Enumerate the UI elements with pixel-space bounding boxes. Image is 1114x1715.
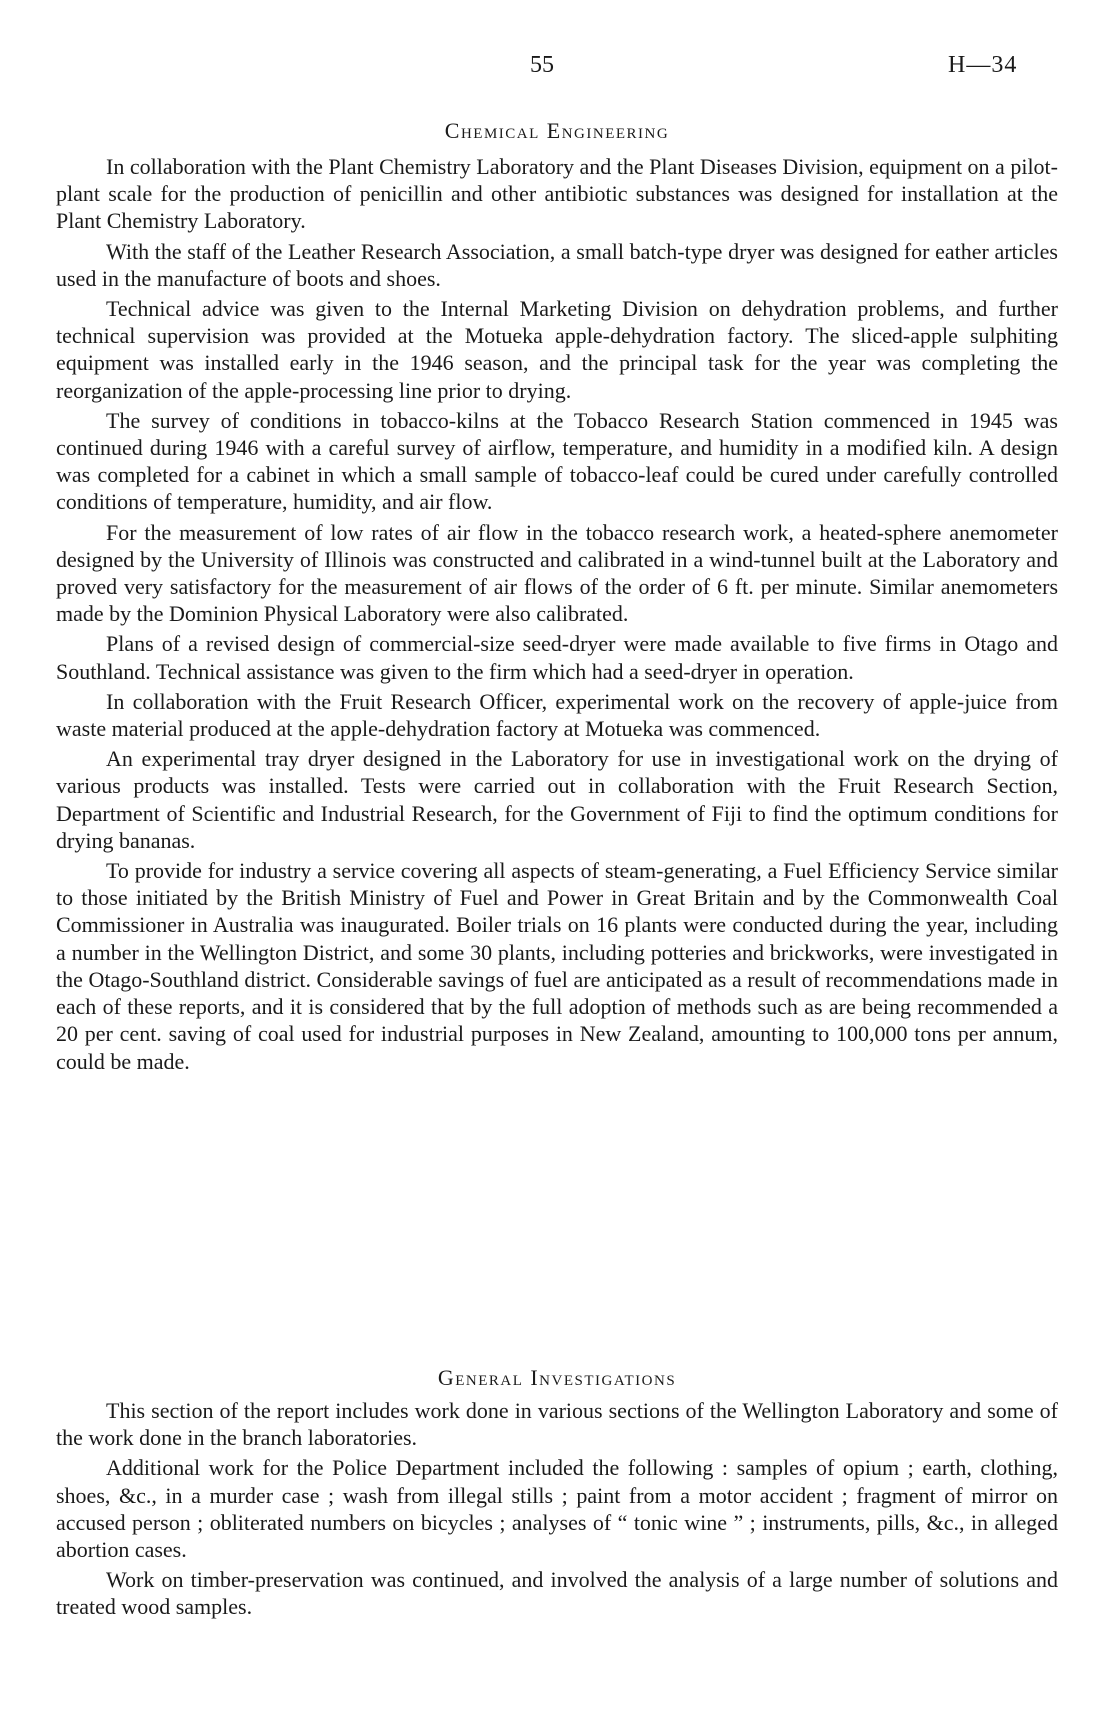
- general-investigations-body: [56, 1397, 1058, 1624]
- paragraph: To provide for industry a service covering all aspects of steam-generating, a Fuel Efficiency Service similar to those initiated by the British Ministry of Fuel and Power in Great Britain and by the Commonwealth Coal Commissioner in Australia was inaugurated. Boiler trials on 16 plants were conducted during the year, including a number in the Wellington District, and some 30 plants, including potteries and brickworks, were investigated in the Otago-Southland district. Considerable savings of fuel are anticipated as a result of recommendations made in each of these reports, and it is considered that by the full adoption of methods such as are being recommended a 20 per cent. saving of coal used for industrial purposes in New Zealand, amounting to 100,000 tons per annum, could be made.: [56, 858, 1058, 1074]
- paragraph: The survey of conditions in tobacco-kilns at the Tobacco Research Station commenced in 1945 was continued during 1946 with a careful survey of airflow, temperature, and humidity in a modified kiln. A design was completed for a cabinet in which a small sample of tobacco-leaf could be cured under carefully controlled conditions of temperature, humidity, and air flow.: [56, 407, 1058, 515]
- section-heading-chemical-engineering: Chemical Engineering: [444, 118, 670, 143]
- paragraph: Work on timber-preservation was continued, and involved the analysis of a large number of solutions and treated wood samples.: [56, 1567, 1058, 1620]
- paragraph: An experimental tray dryer designed in the Laboratory for use in investigational work on the drying of various products was installed. Tests were carried out in collaboration with the Fruit Research Section, Department of Scientific and Industrial Research, for the Government of Fiji to find the optimum conditions for drying bananas.: [56, 746, 1058, 853]
- paragraph: In collaboration with the Fruit Research Officer, experimental work on the recovery of apple-juice from waste material produced at the apple-dehydration factory at Motueka was commenced.: [56, 688, 1058, 742]
- paragraph: For the measurement of low rates of air flow in the tobacco research work, a heated-sphere anemometer designed by the University of Illinois was constructed and calibrated in a wind-tunnel built at the Laboratory and proved very satisfactory for the measurement of air flows of the order of 6 ft. per minute. Similar anemometers made by the Dominion Physical Laboratory were also calibrated.: [56, 519, 1058, 627]
- chemical-engineering-body: [56, 153, 1058, 1078]
- paragraph: Technical advice was given to the Internal Marketing Division on dehydration problems, and further technical supervision was provided at the Motueka apple-dehydration factory. The sliced-apple sulphiting equipment was installed early in the 1946 season, and the principal task for the year was completing the reorganization of the apple-processing line prior to drying.: [56, 296, 1058, 403]
- page-header: [0, 52, 1114, 82]
- section-heading-general-investigations: General Investigations: [437, 1365, 677, 1390]
- page-number: 55: [530, 52, 554, 78]
- paragraph: In collaboration with the Plant Chemistry Laboratory and the Plant Diseases Division, equipment on a pilot-plant scale for the production of penicillin and other antibiotic substances was designed for installation at the Plant Chemistry Laboratory.: [56, 154, 1058, 234]
- paragraph: This section of the report includes work done in various sections of the Wellington Laboratory and some of the work done in the branch laboratories.: [56, 1398, 1058, 1451]
- paragraph: Additional work for the Police Department included the following : samples of opium ; earth, clothing, shoes, &c., in a murder case ; wash from illegal stills ; paint from a motor accident ; fragment of mirror on accused person ; obliterated numbers on bicycles ; analyses of “ tonic wine ” ; instruments, pills, &c., in alleged abortion cases.: [56, 1455, 1058, 1563]
- document-reference: H—34: [948, 52, 1018, 78]
- paragraph: Plans of a revised design of commercial-size seed-dryer were made available to five firms in Otago and Southland. Technical assistance was given to the firm which had a seed-dryer in operation.: [56, 631, 1058, 684]
- paragraph: With the staff of the Leather Research Association, a small batch-type dryer was designed for eather articles used in the manufacture of boots and shoes.: [56, 238, 1058, 291]
